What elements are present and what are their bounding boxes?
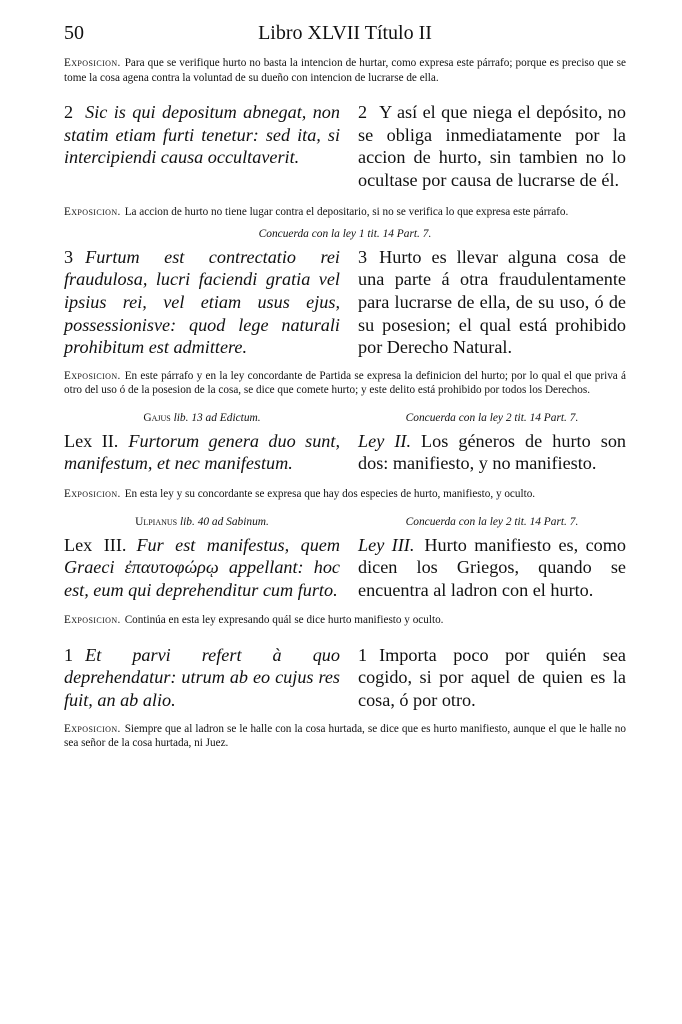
latin-body: Furtorum genera duo sunt, manifestum, et nec manifestum. [64, 430, 340, 474]
spanish-text [358, 430, 626, 475]
exposicion-label: Exposicion. [64, 206, 121, 219]
section-3 [64, 246, 626, 359]
ley-label: Ley II. [358, 430, 412, 451]
section-number: 3 [64, 246, 74, 267]
spanish-text [358, 101, 626, 191]
lex-2 [64, 430, 626, 475]
citation-work: lib. 40 ad Sabinum. [179, 515, 269, 528]
latin-body: Et parvi refert à quo deprehendatur: utrum ab eo cujus res fuit, an ab alio. [64, 644, 340, 710]
latin-body: Sic is qui depositum abnegat, non statim etiam furti tenetur: sed ita, si intercipiendi causa occultaverit. [64, 102, 340, 168]
exposicion-text: Continúa en esta ley expresando quál se dice hurto manifiesto y oculto. [124, 614, 444, 627]
exposicion-paragraph [64, 722, 626, 751]
exposicion-text: La accion de hurto no tiene lugar contra el depositario, si no se verifica lo que expresa este párrafo. [124, 206, 569, 219]
spanish-body: Hurto manifiesto es, como dicen los Griegos, quando se encuentra al ladron con el hurto. [358, 534, 626, 600]
lex-label: Lex II. [64, 430, 119, 451]
exposicion-text: Siempre que al ladron se le halle con la cosa hurtada, se dice que es hurto manifiesto, aunque el que le halle no sea señor de la cosa hurtada, ni Juez. [64, 722, 626, 750]
spanish-body: Hurto es llevar alguna cosa de una parte á otra fraudulentamente para lucrarse de ella, de su uso, ó de su posesion; el qual está prohibido por Derecho Natural. [358, 246, 626, 358]
exposicion-paragraph [64, 56, 626, 85]
exposicion-text: En este párrafo y en la ley concordante de Partida se expresa la definicion del hurto; por lo qual el que priva á otro del uso ó de la posesion de la cosa, se dice que comete hurto; y este delito está prohibido por todos los Derechos. [64, 369, 626, 397]
concordance-note: Concuerda con la ley 2 tit. 14 Part. 7. [405, 515, 579, 528]
latin-text [64, 246, 340, 359]
spanish-text [358, 644, 626, 712]
section-number: 2 [358, 102, 368, 122]
citation-row [64, 516, 626, 528]
page-header [64, 22, 626, 50]
citation-author: Ulpianus [135, 515, 178, 528]
latin-body: Fur est manifestus, quem Graeci ἐπαυτοφώρῳ appellant: hoc est, eum qui deprehenditur cum furto. [64, 534, 340, 600]
section-number: 3 [358, 246, 368, 267]
exposicion-text: En esta ley y su concordante se expresa que hay dos especies de hurto, manifiesto, y oculto. [124, 488, 536, 501]
latin-text [64, 101, 340, 191]
section-number: 1 [358, 644, 368, 665]
exposicion-text: Para que se verifique hurto no basta la intencion de hurtar, como expresa este párrafo; porque es preciso que se tome la cosa agena contra la voluntad de su dueño con intencion de lucrarse de ella. [64, 57, 626, 84]
spanish-body: Y así el que niega el depósito, no se obliga inmediatamente por la accion de hurto, sin tambien no lo ocultase por causa de lucrarse de él. [358, 102, 626, 190]
lex-label: Lex III. [64, 534, 127, 555]
section-1 [64, 644, 626, 712]
latin-text [64, 534, 340, 602]
section-number: 1 [64, 644, 74, 665]
lex-3 [64, 534, 626, 602]
exposicion-paragraph [64, 487, 626, 502]
spanish-body: Importa poco por quién sea cogido, si por aquel de quien es la cosa, ó por otro. [358, 644, 626, 710]
source-citation [64, 412, 340, 424]
exposicion-paragraph [64, 613, 626, 628]
concordance-note: Concuerda con la ley 2 tit. 14 Part. 7. [405, 411, 579, 424]
spanish-text [358, 246, 626, 359]
document-page [64, 22, 626, 751]
exposicion-label: Exposicion. [64, 57, 121, 69]
exposicion-label: Exposicion. [64, 614, 121, 627]
exposicion-paragraph [64, 205, 626, 220]
citation-row [64, 412, 626, 424]
section-2 [64, 101, 626, 191]
exposicion-label: Exposicion. [64, 488, 121, 501]
spanish-text [358, 534, 626, 602]
page-number: 50 [64, 22, 84, 44]
concordance-note: Concuerda con la ley 1 tit. 14 Part. 7. [258, 227, 432, 240]
latin-body: Furtum est contrectatio rei fraudulosa, lucri faciendi gratia vel ipsius rei, vel etiam usus ejus, possessionisve: quod lege naturali prohibitum est admittere. [64, 246, 340, 358]
citation-work: lib. 13 ad Edictum. [173, 411, 261, 424]
spanish-body: Los géneros de hurto son dos: manifiesto, y no manifiesto. [358, 430, 627, 474]
exposicion-paragraph [64, 369, 626, 398]
citation-author: Gajus [143, 411, 171, 424]
latin-text [64, 430, 340, 475]
ley-label: Ley III. [358, 534, 415, 555]
running-title: Libro XLVII Título II [258, 22, 432, 44]
exposicion-label: Exposicion. [64, 369, 121, 382]
exposicion-label: Exposicion. [64, 722, 121, 735]
latin-text [64, 644, 340, 712]
section-number: 2 [64, 102, 74, 122]
source-citation [64, 516, 340, 528]
